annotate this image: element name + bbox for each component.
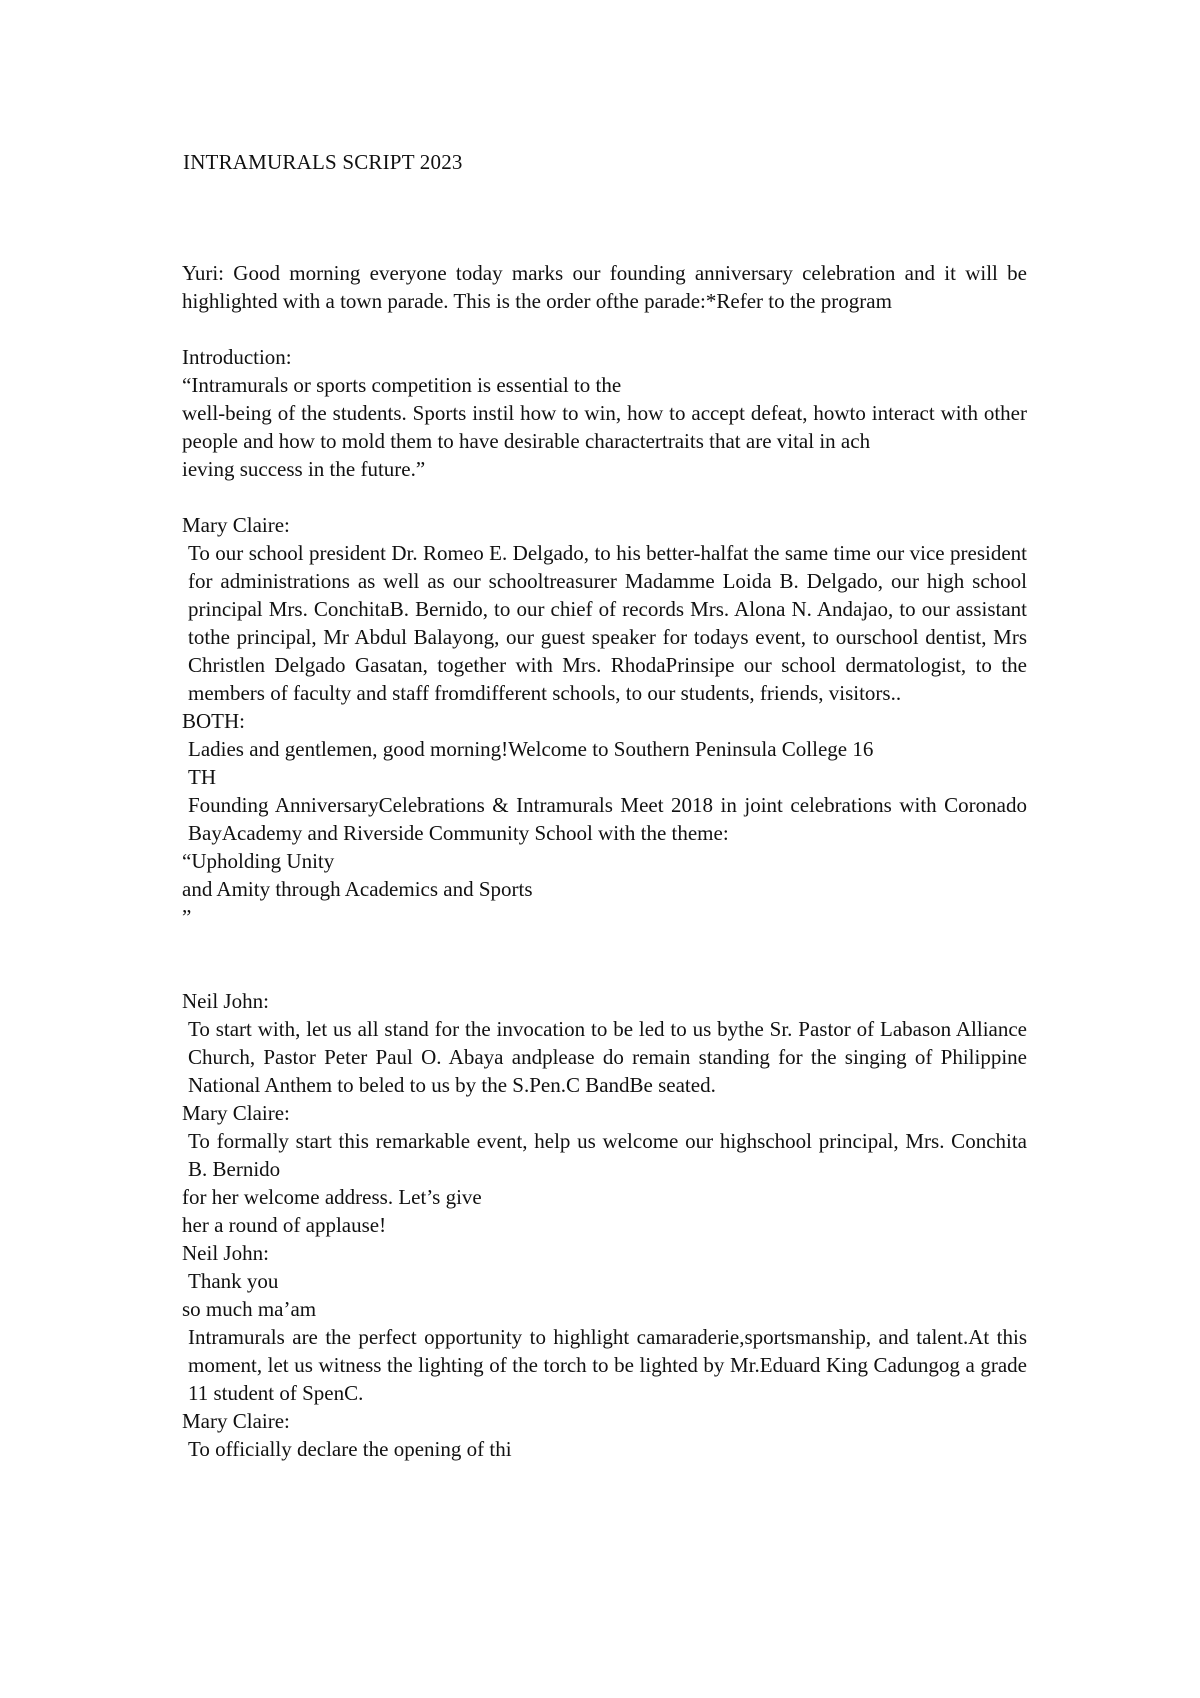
paragraph-torch-lighting: Intramurals are the perfect opportunity to highlight camaraderie,sportsmanship, and talent.At this moment, let us witness the lighting of the torch to be lighted by Mr.Eduard King Cadungog a grade 11 student of SpenC. — [188, 1325, 1027, 1405]
speaker-mary-claire: Mary Claire: — [182, 1101, 290, 1125]
paragraph-line: To officially declare the opening of thi — [188, 1437, 512, 1461]
paragraph-line: Thank you — [188, 1269, 279, 1293]
speaker-mary-claire: Mary Claire: — [182, 513, 290, 537]
blank-line — [182, 931, 1027, 987]
speaker-neil-john: Neil John: — [182, 989, 269, 1013]
paragraph-line: and Amity through Academics and Sports — [182, 877, 533, 901]
paragraph-line: for her welcome address. Let’s give — [182, 1185, 482, 1209]
paragraph-yuri-greeting: Yuri: Good morning everyone today marks our founding anniversary celebration and it will be highlighted with a town parade. This is the order ofthe parade:*Refer to the program — [182, 261, 1027, 313]
paragraph-introduction-quote: well-being of the students. Sports instil how to win, how to accept defeat, howto interact with other people and how to mold them to have desirable charactertraits that are vital in ach — [182, 401, 1027, 453]
paragraph-line: ieving success in the future.” — [182, 457, 426, 481]
paragraph-line: Ladies and gentlemen, good morning!Welcome to Southern Peninsula College 16 — [188, 737, 874, 761]
paragraph-line: her a round of applause! — [182, 1213, 387, 1237]
paragraph-founding-anniversary: Founding AnniversaryCelebrations & Intramurals Meet 2018 in joint celebrations with Coronado BayAcademy and Riverside Community School with the theme: — [188, 793, 1027, 845]
paragraph-welcome-address: To formally start this remarkable event, help us welcome our highschool principal, Mrs. Conchita B. Bernido — [188, 1129, 1027, 1181]
speaker-both: BOTH: — [182, 709, 245, 733]
heading-introduction: Introduction: — [182, 345, 292, 369]
paragraph-line: so much ma’am — [182, 1297, 317, 1321]
paragraph-line: “Intramurals or sports competition is essential to the — [182, 373, 622, 397]
blank-line — [182, 315, 1027, 343]
paragraph-line: TH — [188, 765, 216, 789]
document-title: INTRAMURALS SCRIPT 2023 — [183, 150, 463, 174]
paragraph-line: “Upholding Unity — [182, 849, 335, 873]
paragraph-acknowledgements: To our school president Dr. Romeo E. Delgado, to his better-halfat the same time our vice president for administrations as well as our schooltreasurer Madamme Loida B. Delgado, our high school principal Mrs. ConchitaB. Bernido, to our chief of records Mrs. Alona N. Andajao, to our assistant tothe principal, Mr Abdul Balayong, our guest speaker for todays event, to ourschool dentist, Mrs Christlen Delgado Gasatan, together with Mrs. RhodaPrinsipe our school dermatologist, to the members of faculty and staff fromdifferent schools, to our students, friends, visitors.. — [188, 541, 1027, 705]
speaker-mary-claire: Mary Claire: — [182, 1409, 290, 1433]
paragraph-invocation: To start with, let us all stand for the invocation to be led to us bythe Sr. Pastor of Labason Alliance Church, Pastor Peter Paul O. Abaya andplease do remain standing for the singing of Philippine National Anthem to beled to us by the S.Pen.C BandBe seated. — [188, 1017, 1027, 1097]
paragraph-line: ” — [182, 905, 192, 929]
speaker-neil-john: Neil John: — [182, 1241, 269, 1265]
blank-line — [182, 483, 1027, 511]
document-body — [182, 259, 1027, 1463]
